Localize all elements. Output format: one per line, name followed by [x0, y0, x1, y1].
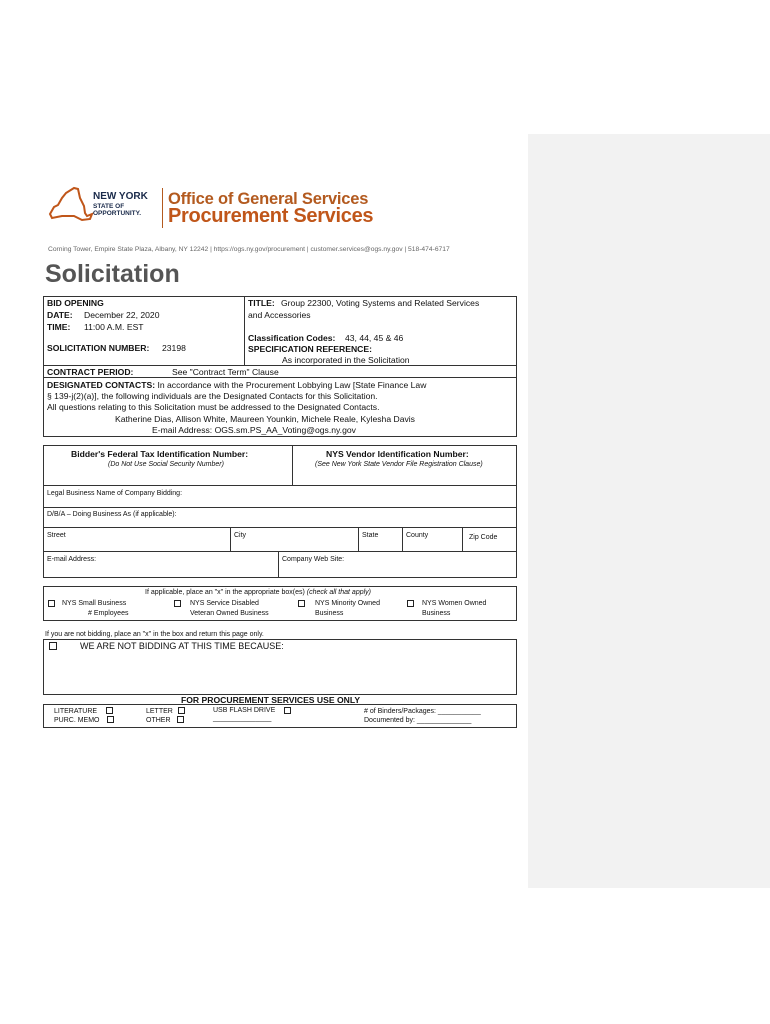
logo-divider — [162, 188, 163, 228]
page-title: Solicitation — [45, 260, 180, 288]
documented-by-field[interactable]: Documented by: ______________ — [364, 717, 472, 724]
street-field[interactable]: Street — [47, 532, 66, 539]
literature-label: LITERATURE — [54, 708, 98, 715]
state-field[interactable]: State — [362, 532, 379, 539]
not-bidding-label: WE ARE NOT BIDDING AT THIS TIME BECAUSE: — [80, 641, 284, 651]
other-label: OTHER — [146, 717, 171, 724]
classification-label: Classification Codes: — [248, 333, 336, 343]
fed-tax-id-note: (Do Not Use Social Security Number) — [108, 461, 224, 468]
dba-field[interactable]: D/B/A – Doing Business As (if applicable): — [47, 511, 177, 518]
date-label: DATE: — [47, 310, 73, 320]
comment-sidebar — [528, 134, 770, 888]
sdvob-label-cont: Veteran Owned Business — [190, 610, 269, 617]
county-field[interactable]: County — [406, 532, 429, 539]
letter-checkbox[interactable] — [178, 707, 185, 714]
designated-contacts-line2: § 139-j(2)(a)], the following individuals are the Designated Contacts for this Solicitation. — [47, 391, 378, 401]
title-value: Group 22300, Voting Systems and Related Services — [281, 298, 480, 308]
purc-memo-checkbox[interactable] — [107, 716, 114, 723]
mbe-label: NYS Minority Owned — [315, 600, 380, 607]
logo-ny: NEW YORK — [93, 191, 148, 202]
zip-field[interactable]: Zip Code — [469, 534, 498, 541]
contact-email: E-mail Address: OGS.sm.PS_AA_Voting@ogs.ny.gov — [152, 425, 356, 435]
time-label: TIME: — [47, 322, 71, 332]
contract-period-label: CONTRACT PERIOD: — [47, 367, 134, 377]
small-business-label: NYS Small Business — [62, 600, 127, 607]
sdvob-label: NYS Service Disabled — [190, 600, 259, 607]
wbe-label-cont: Business — [422, 610, 451, 617]
classification-value: 43, 44, 45 & 46 — [345, 333, 404, 343]
usb-label: USB FLASH DRIVE — [213, 707, 276, 714]
small-business-checkbox[interactable] — [48, 600, 55, 607]
email-field[interactable]: E-mail Address: — [47, 556, 97, 563]
contract-period-value: See "Contract Term" Clause — [172, 367, 279, 377]
website-field[interactable]: Company Web Site: — [282, 556, 345, 563]
legal-name-field[interactable]: Legal Business Name of Company Bidding: — [47, 490, 183, 497]
solicitation-number-value: 23198 — [162, 343, 186, 353]
not-bidding-checkbox[interactable] — [49, 642, 57, 650]
designated-contacts: DESIGNATED CONTACTS: In accordance with the Procurement Lobbying Law [State Finance Law — [47, 380, 427, 390]
contact-names: Katherine Dias, Allison White, Maureen Younkin, Michele Reale, Kylesha Davis — [115, 414, 415, 424]
not-bidding-instruction: If you are not bidding, place an "x" in the box and return this page only. — [45, 631, 264, 638]
sdvob-checkbox[interactable] — [174, 600, 181, 607]
letter-label: LETTER — [146, 708, 173, 715]
binders-field[interactable]: # of Binders/Packages: ___________ — [364, 708, 481, 715]
ny-state-map-icon — [44, 180, 94, 230]
wbe-label: NYS Women Owned — [422, 600, 487, 607]
employees-label: # Employees — [88, 610, 129, 617]
title-value-cont: and Accessories — [248, 310, 311, 320]
date-value: December 22, 2020 — [84, 310, 160, 320]
solicitation-number-label: SOLICITATION NUMBER: — [47, 343, 150, 353]
other-checkbox[interactable] — [177, 716, 184, 723]
purc-memo-label: PURC. MEMO — [54, 717, 100, 724]
office-use-heading: FOR PROCUREMENT SERVICES USE ONLY — [181, 695, 361, 705]
city-field[interactable]: City — [234, 532, 247, 539]
wbe-checkbox[interactable] — [407, 600, 414, 607]
division-name: Procurement Services — [168, 205, 374, 227]
logo-state-of: STATE OF OPPORTUNITY. — [93, 203, 142, 217]
vendor-id-label: NYS Vendor Identification Number: — [326, 449, 469, 459]
designated-contacts-line3: All questions relating to this Solicitation must be addressed to the Designated Contacts. — [47, 402, 380, 412]
spec-reference-label: SPECIFICATION REFERENCE: — [248, 344, 372, 354]
usb-checkbox[interactable] — [284, 707, 291, 714]
mbe-checkbox[interactable] — [298, 600, 305, 607]
title-label: TITLE: — [248, 298, 275, 308]
mbe-label-cont: Business — [315, 610, 344, 617]
office-name: Office of General Services — [168, 190, 369, 208]
status-instruction: If applicable, place an "x" in the appropriate box(es) (check all that apply) — [145, 589, 371, 596]
spec-reference-value: As incorporated in the Solicitation — [282, 355, 410, 365]
fed-tax-id-label: Bidder's Federal Tax Identification Number: — [71, 449, 249, 459]
vendor-id-note: (See New York State Vendor File Registration Clause) — [315, 461, 483, 468]
literature-checkbox[interactable] — [106, 707, 113, 714]
usb-line: _______________ — [213, 715, 272, 722]
contact-address: Corning Tower, Empire State Plaza, Albany, NY 12242 | https://ogs.ny.gov/procurement | customer.services@ogs.ny.gov | 518-474-6717 — [48, 246, 450, 253]
bid-opening-label: BID OPENING — [47, 298, 104, 308]
time-value: 11:00 A.M. EST — [84, 322, 144, 332]
